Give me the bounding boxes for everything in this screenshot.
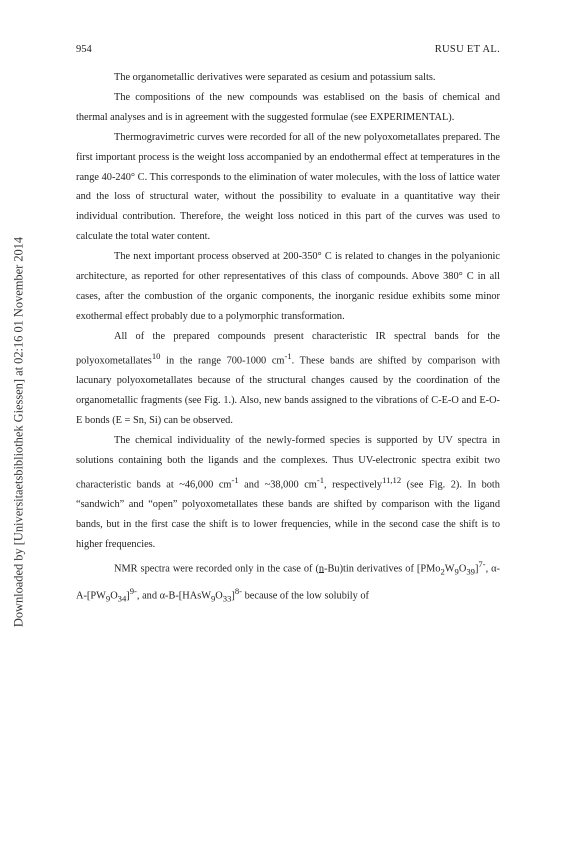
paragraph-thermal-process: The next important process observed at 200-350° C is related to changes in the polyanionic architecture, as reported for other representatives of this class of compounds. Above 380° C in all cases, after the combustion of the organic components, the inorganic residue exhibits some minor exothermal effect probably due to a polymorphic transformation. [76,251,500,322]
page-number: 954 [76,44,92,55]
paragraph-compositions: The compositions of the new compounds was establised on the basis of chemical and thermal analyses and is in agreement with the suggested formulae (see EXPERIMENTAL). [76,91,500,123]
running-head: RUSU ET AL. [434,44,500,55]
reference-11-12: 11,12 [382,474,402,485]
download-watermark-text: Downloaded by [Universitaetsbibliothek Giessen] at 02:16 01 November 2014 [11,236,26,628]
paragraph-salts: The organometallic derivatives were separated as cesium and potassium salts. [114,72,436,83]
article-body [76,68,500,609]
paragraph-uv-spectra: The chemical individuality of the newly-formed species is supported by UV spectra in solutions containing both the ligands and the complexes. Thus UV-electronic spectra exibit two characteristic bands at ~46,000 $cm^{-1}$ and ~38,000 $cm^{-1}$, respectively$^{11,12}$ (see Fig. 2). In both “sandwich” and “open” polyoxometallates these bands are shifted by comparison with the ligand bands, but in the first case the shift is to lower frequencies, while in the second case the shift is to higher frequencies. [76,434,500,550]
paragraph-ir-spectra: All of the prepared compounds present characteristic IR spectral bands for the polyoxometallates$^{10}$ in the range 700-1000 $cm^{-1}$. These bands are shifted by comparison with lacunary polyoxometallates because of the structural changes caused by the coordination of the organometallic fragments (see Fig. 1.). Also, new bands assigned to the vibrations of C-E-O and E-O-E bonds (E = Sn, Si) can be observed. [76,330,500,426]
paragraph-nmr-spectra: NMR spectra were recorded only in the case of (n-Bu)tin derivatives of $[PMo_2W_9O_{39}]^{7-}$, $\alpha-A-[PW_9O_{34}]^{9-}$, and $\alpha-B-[HAsW_9O_{33}]^{8-}$ because of the low solubily of [76,558,500,604]
page-header [76,44,500,60]
paragraph-thermogravimetric: Thermogravimetric curves were recorded for all of the new polyoxometallates prepared. The first important process is the weight loss accompanied by an endothermal effect at temperatures in the range 40-240° C. This corresponds to the elimination of water molecules, with the loss of lattice water and the loss of structural water, without the possibility to evaluate in a quantitative way their individual contribution. Therefore, the weight loss noticed in this part of the curves was used to calculate the total water content. [76,131,500,243]
download-watermark [0,0,26,863]
reference-10: 10 [151,350,161,361]
